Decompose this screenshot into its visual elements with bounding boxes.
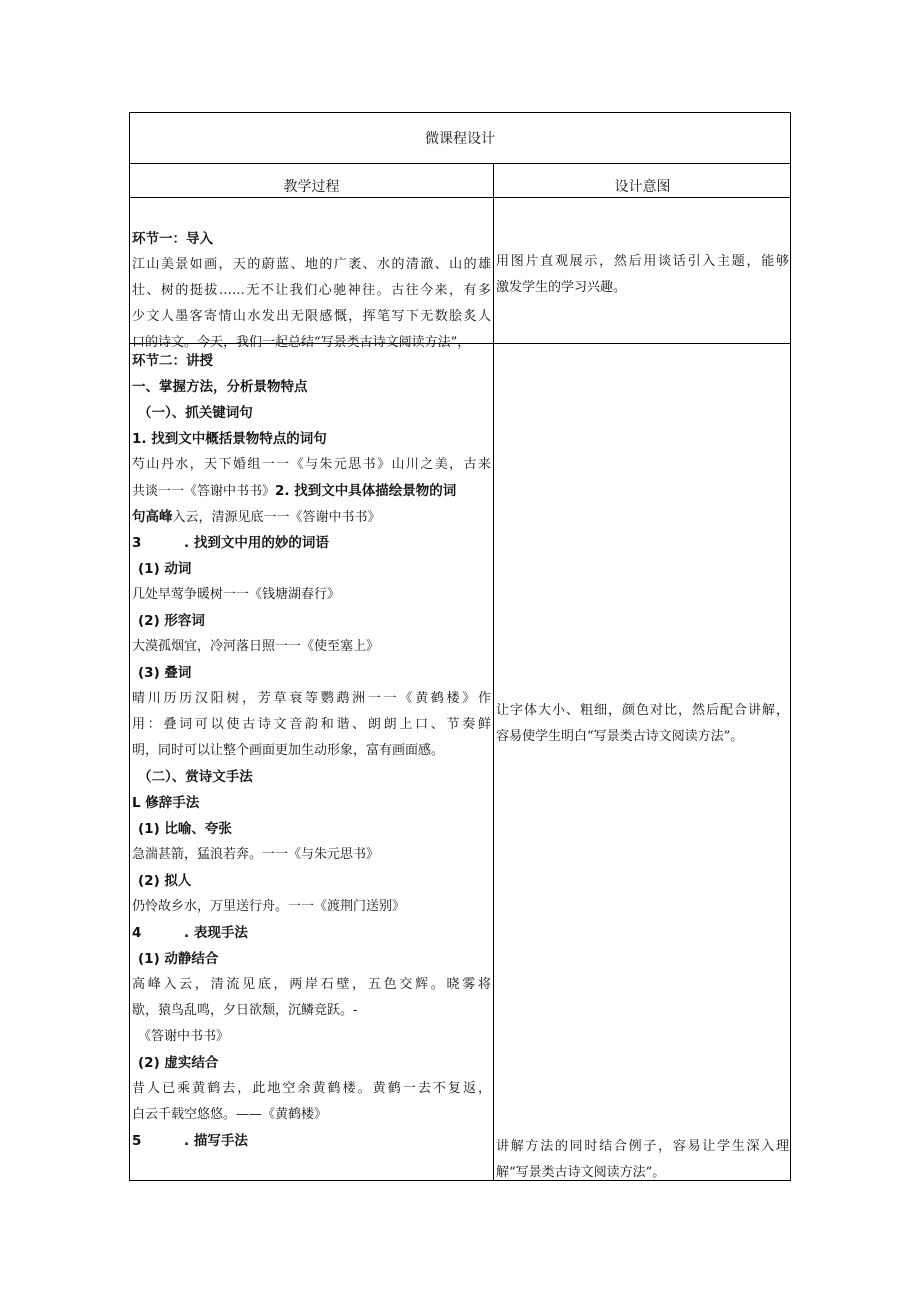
example-line: 急湍甚箭，猛浪若奔。一一《与朱元思书》 [132, 847, 380, 862]
item-number: 3 [132, 535, 142, 551]
subsection-heading: （二）、赏诗文手法 [138, 769, 253, 785]
item-number: 4 [132, 925, 142, 941]
section1-intent-line: 用图片直观展示，然后用谈话引入主题，能够 [496, 254, 789, 269]
section2-process-cell [130, 348, 493, 1154]
column-divider [493, 164, 494, 1181]
subitem-label: (2) 形容词 [138, 613, 205, 629]
subitem-label: (1) 动词 [138, 561, 192, 577]
part-heading: 一、掌握方法，分析景物特点 [132, 379, 308, 395]
subitem-label: (1) 动静结合 [138, 951, 219, 967]
section2-intent-line: 讲解方法的同时结合例子，容易让学生深入理 [496, 1139, 789, 1154]
example-line: 大漠孤烟宜，冷河落日照一一《使至塞上》 [132, 639, 380, 654]
example-line: 歇，猿鸟乱鸣，夕日欲颓，沉鳞竞跃。- [132, 1003, 358, 1018]
lesson-design-table [129, 112, 791, 1181]
subsection-heading: （一）、抓关键词句 [138, 405, 253, 421]
column-header-process: 教学过程 [283, 179, 340, 195]
example-line: 白云千载空悠悠。——《黄鹤楼》 [132, 1107, 328, 1122]
item-heading: 句高峰 [132, 509, 173, 525]
example-line: 昔人已乘黄鹤去，此地空余黄鹤楼。黄鹤一去不复返， [132, 1081, 491, 1096]
section1-line: 壮、树的挺拔……无不让我们心驰神往。古往今来，有多 [132, 283, 491, 298]
item-heading: L 修辞手法 [132, 795, 200, 811]
subitem-label: (1) 比喻、夸张 [138, 821, 232, 837]
column-header-intent: 设计意图 [614, 179, 671, 195]
example-line: 仍怜故乡水，万里送行舟。一一《渡荆门送别》 [132, 899, 406, 914]
item-number: 5 [132, 1133, 142, 1149]
section1-line: 少文人墨客寄情山水发出无限感慨，挥笔写下无数脍炙人 [132, 309, 491, 324]
subitem-label: (2) 拟人 [138, 873, 192, 889]
section1-heading: 环节一：导入 [132, 231, 213, 247]
subitem-label: (3) 叠词 [138, 665, 192, 681]
example-line: 几处早莺争暖树一一《钱塘湖春行》 [132, 587, 341, 602]
item-heading: . 表现手法 [184, 925, 248, 941]
section2-intent-cell-1 [494, 698, 791, 750]
section1-process-cell [130, 226, 493, 356]
section2-intent-line: 让字体大小、粗细，颜色对比，然后配合讲解， [496, 703, 789, 718]
example-line: 晴川历历汉阳树，芳草衰等鹦鹉洲一一《黄鹤楼》作 [132, 691, 491, 706]
example-line: 入云，清源见底一一《答谢中书书》 [172, 510, 381, 525]
section2-intent-line: 解“写景类古诗文阅读方法”。 [496, 1165, 666, 1180]
item-heading: 1. 找到文中概括景物特点的词句 [132, 431, 327, 447]
example-line: 芍山丹水，天下婚组一一《与朱元思书》山川之美，古来 [132, 457, 491, 472]
section2-intent-line: 容易使学生明白“写景类古诗文阅读方法”。 [496, 729, 744, 744]
section1-intent-cell [494, 249, 791, 301]
item-heading: . 描写手法 [184, 1133, 248, 1149]
section1-line: 口的诗文。今天，我们一起总结“写景类古诗文阅读方法”， [132, 335, 471, 350]
example-line: 共谈一一《答谢中书书》 [132, 484, 276, 499]
example-line: 明，同时可以让整个画面更加生动形象，富有画面感。 [132, 743, 445, 758]
item-heading: 2. 找到文中具体描绘景物的词 [275, 483, 457, 499]
section2-intent-cell-2 [494, 1134, 791, 1186]
table-title: 微课程设计 [130, 113, 790, 164]
item-heading: . 找到文中用的妙的词语 [184, 535, 329, 551]
example-source: 《答谢中书书》 [138, 1029, 230, 1044]
section1-intent-line: 激发学生的学习兴趣。 [496, 280, 627, 295]
example-line: 用：叠词可以使古诗文音韵和谐、朗朗上口、节奏鲜 [132, 717, 491, 732]
section1-line: 江山美景如画，天的蔚蓝、地的广袤、水的清澈、山的雄 [132, 257, 491, 272]
section2-heading: 环节二：讲授 [132, 353, 213, 369]
example-line: 高峰入云，清流见底，两岸石壁，五色交辉。晓雾将 [132, 977, 491, 992]
subitem-label: (2) 虚实结合 [138, 1055, 219, 1071]
